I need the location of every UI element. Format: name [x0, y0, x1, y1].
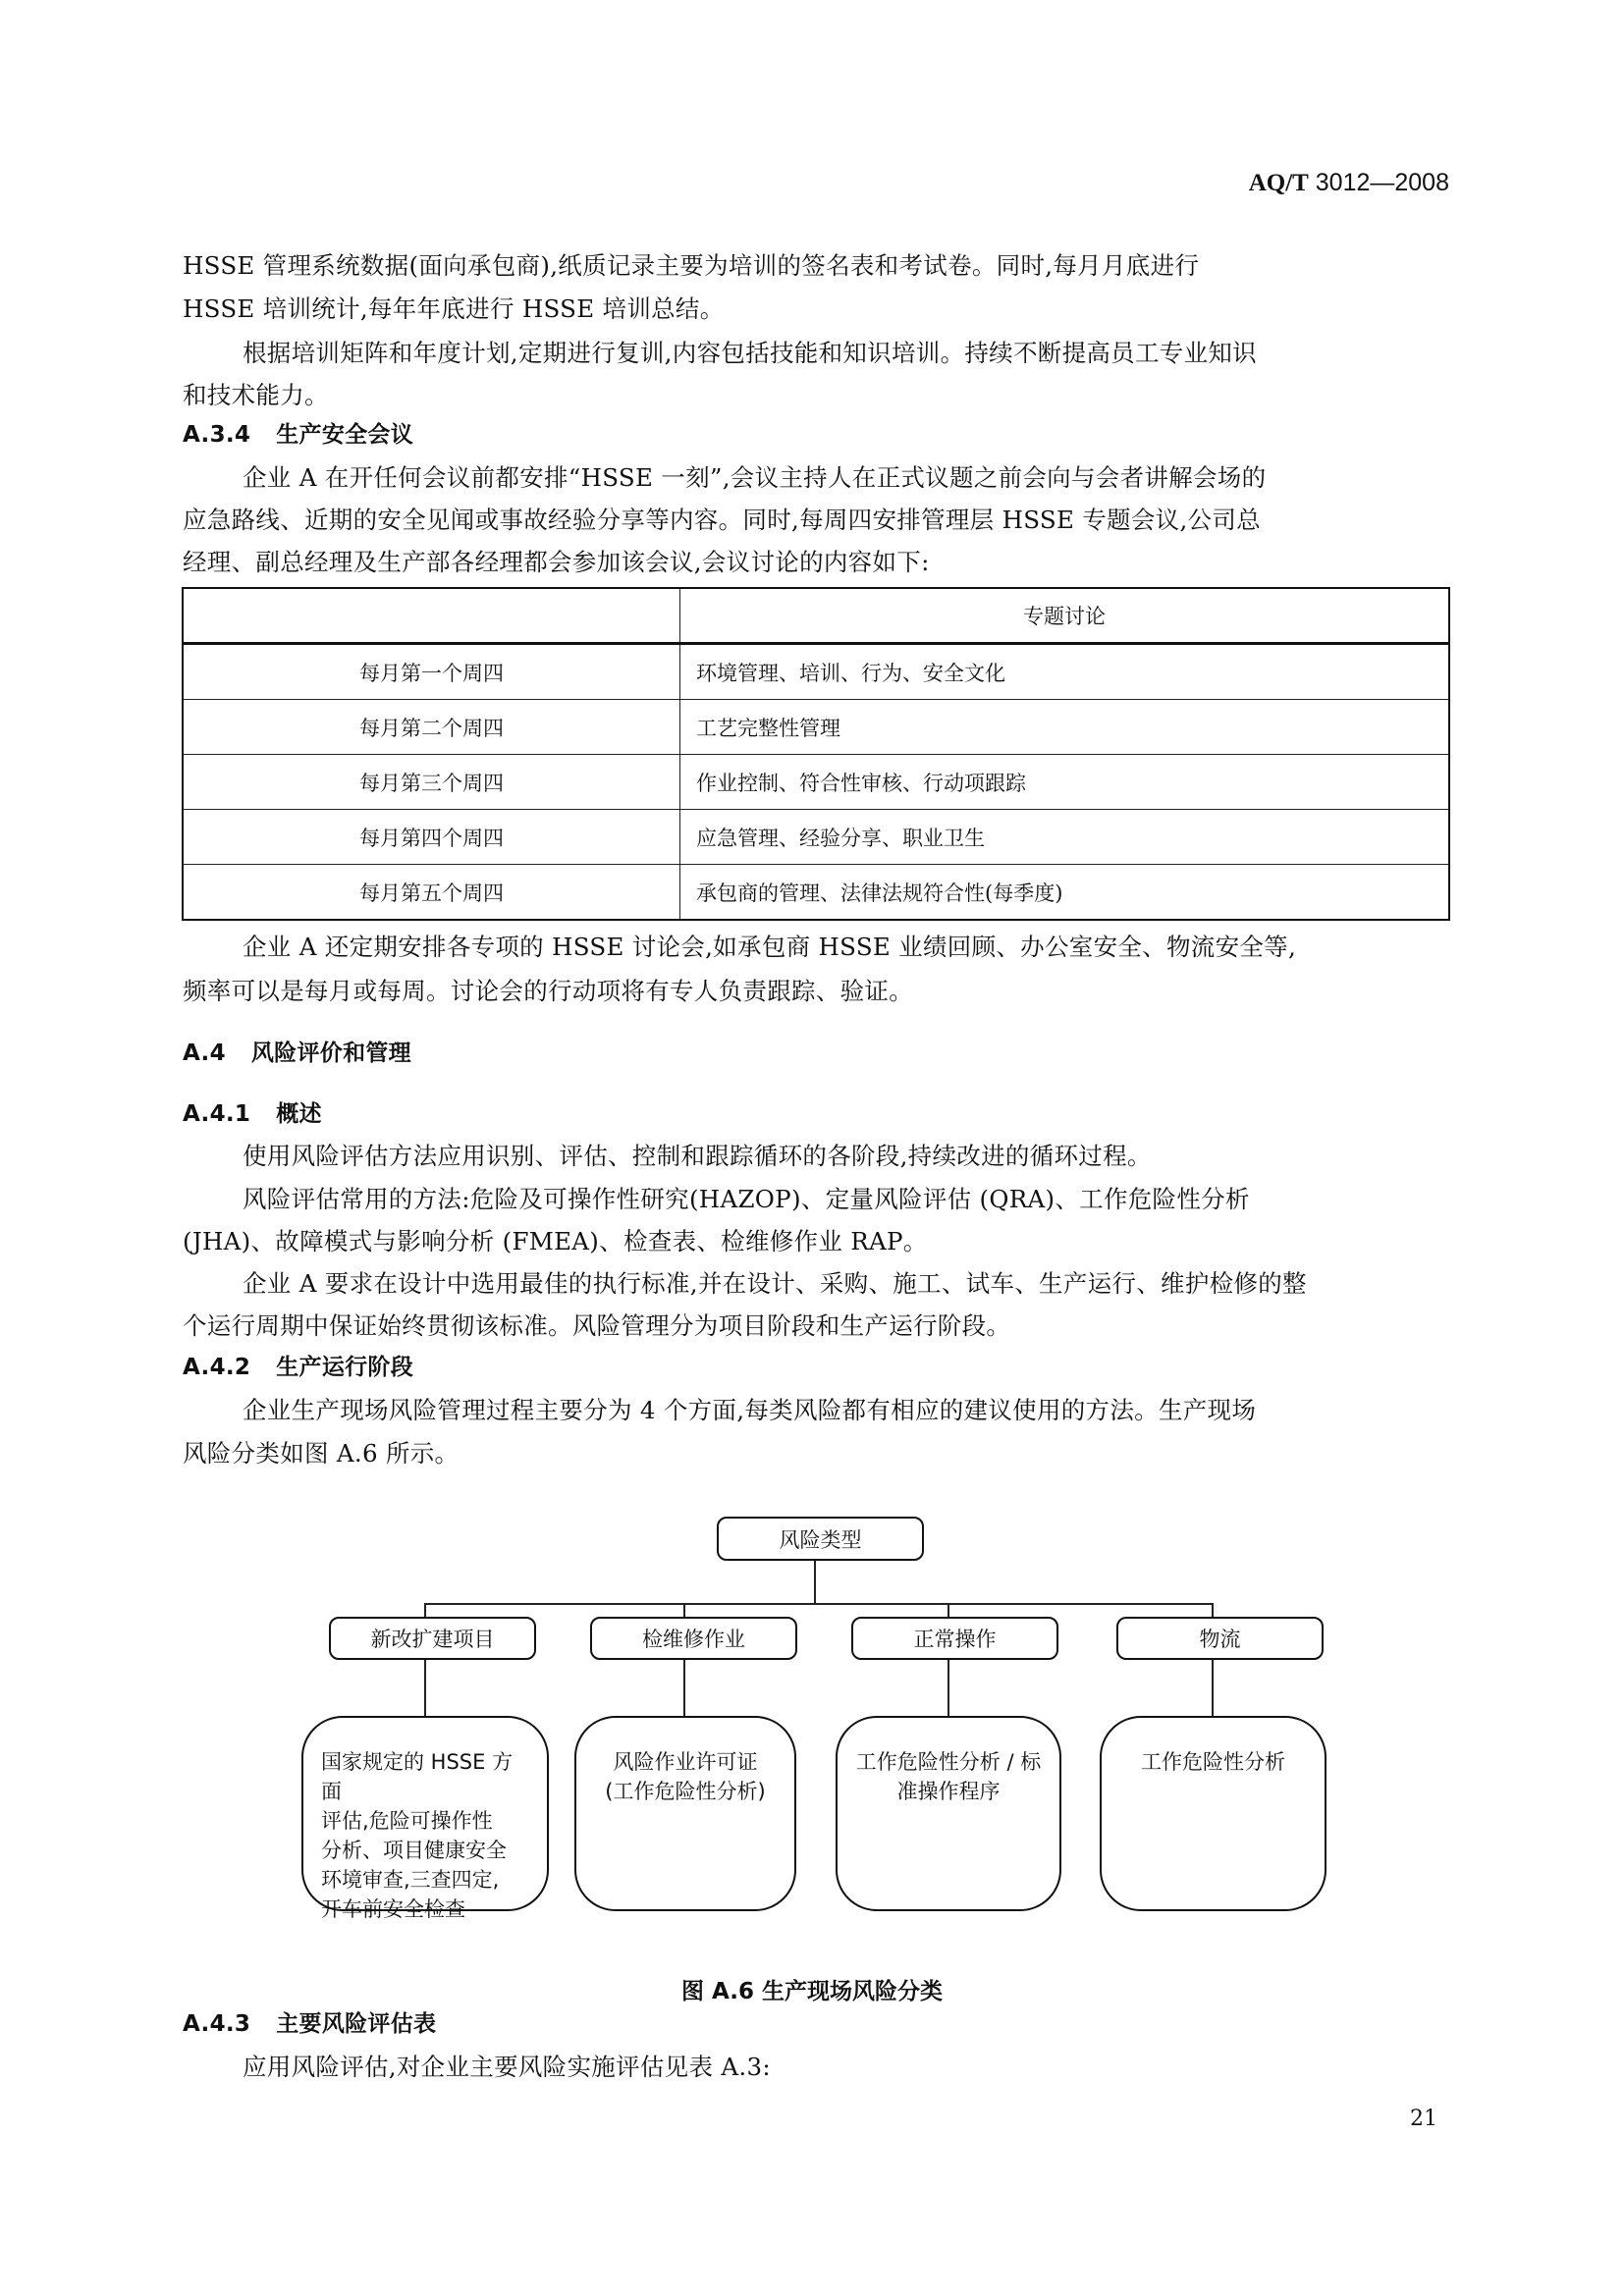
section-heading-a4: [183, 1039, 1451, 1068]
section-number: A.4: [183, 1041, 226, 1066]
table-row: [183, 644, 1449, 700]
paragraph-line: (JHA)、故障模式与影响分析 (FMEA)、检查表、检维修作业 RAP。: [183, 1227, 928, 1255]
table-row: [183, 700, 1449, 755]
table-row: [183, 755, 1449, 810]
table-header-cell: 专题讨论: [680, 588, 1450, 644]
section-title: 生产安全会议: [276, 422, 414, 448]
method-text-line: 分析、项目健康安全: [321, 1839, 507, 1862]
method-text-line: 环境审查,三查四定,: [321, 1868, 500, 1892]
section-number: A.4.2: [183, 1355, 251, 1380]
diagram-method-node: [574, 1716, 796, 1911]
method-text-line: 工作危险性分析: [1141, 1750, 1285, 1774]
connector-line: [424, 1660, 426, 1717]
document-code: [1249, 169, 1449, 197]
table-cell-week: 每月第五个周四: [183, 865, 680, 921]
paragraph-line: 个运行周期中保证始终贯彻该标准。风险管理分为项目阶段和生产运行阶段。: [183, 1311, 1011, 1340]
figure-caption: 图 A.6 生产现场风险分类: [681, 1979, 943, 2004]
table-cell-week: 每月第四个周四: [183, 810, 680, 865]
connector-line: [947, 1660, 949, 1717]
paragraph-line: 企业 A 在开任何会议前都安排“HSSE 一刻”,会议主持人在正式议题之前会向与会者讲解会场的: [243, 463, 1267, 492]
connector-line: [683, 1660, 685, 1717]
connector-line: [424, 1603, 426, 1618]
section-number: A.3.4: [183, 422, 251, 448]
diagram-category-node: 检维修作业: [590, 1617, 797, 1660]
table-cell-topic: 作业控制、符合性审核、行动项跟踪: [680, 755, 1450, 810]
method-text-line: 工作危险性分析 / 标: [855, 1750, 1042, 1774]
paragraph-line: 企业 A 还定期安排各专项的 HSSE 讨论会,如承包商 HSSE 业绩回顾、办公室安全、物流安全等,: [243, 933, 1297, 961]
table-cell-topic: 环境管理、培训、行为、安全文化: [680, 644, 1450, 700]
connector-line: [1212, 1603, 1214, 1618]
method-text-line: 风险作业许可证: [613, 1750, 758, 1774]
connector-line: [947, 1603, 949, 1618]
diagram-method-node: [836, 1716, 1061, 1911]
paragraph-line: 企业生产现场风险管理过程主要分为 4 个方面,每类风险都有相应的建议使用的方法。生产现场: [243, 1396, 1257, 1424]
section-title: 主要风险评估表: [276, 2011, 437, 2037]
connector-line: [814, 1561, 816, 1604]
diagram-category-node: 物流: [1116, 1617, 1324, 1660]
table-cell-topic: 应急管理、经验分享、职业卫生: [680, 810, 1450, 865]
table-row: [183, 810, 1449, 865]
section-title: 概述: [276, 1101, 322, 1127]
paragraph-line: 使用风险评估方法应用识别、评估、控制和跟踪循环的各阶段,持续改进的循环过程。: [243, 1142, 1152, 1170]
paragraph-line: 风险分类如图 A.6 所示。: [183, 1439, 460, 1468]
paragraph-line: 应急路线、近期的安全见闻或事故经验分享等内容。同时,每周四安排管理层 HSSE 专题会议,公司总: [183, 506, 1261, 534]
method-text-line: 评估,危险可操作性: [321, 1809, 493, 1833]
method-text-line: 准操作程序: [896, 1780, 1001, 1803]
section-heading-a43: [183, 2009, 1451, 2039]
paragraph-line: 根据培训矩阵和年度计划,定期进行复训,内容包括技能和知识培训。持续不断提高员工专业知识: [243, 339, 1257, 367]
section-heading-a34: [183, 420, 1451, 450]
meeting-schedule-table: [182, 587, 1450, 921]
paragraph-line: 频率可以是每月或每周。讨论会的行动项将有专人负责跟踪、验证。: [183, 977, 913, 1005]
section-number: A.4.3: [183, 2011, 251, 2037]
method-text-line: (工作危险性分析): [605, 1780, 766, 1803]
document-code-prefix: AQ/T: [1248, 170, 1309, 196]
diagram-method-node: [1100, 1716, 1326, 1911]
document-code-number: 3012—2008: [1308, 169, 1449, 196]
diagram-method-node: [301, 1716, 549, 1921]
table-cell-topic: 承包商的管理、法律法规符合性(每季度): [680, 865, 1450, 921]
connector-line: [1212, 1660, 1214, 1717]
section-title: 风险评价和管理: [250, 1041, 411, 1066]
paragraph-line: 应用风险评估,对企业主要风险实施评估见表 A.3:: [243, 2053, 771, 2081]
table-cell-topic: 工艺完整性管理: [680, 700, 1450, 755]
diagram-root-node: 风险类型: [717, 1517, 924, 1561]
page-number: 21: [1410, 2107, 1437, 2131]
table-row: [183, 865, 1449, 921]
connector-line: [425, 1603, 1214, 1605]
table-header-cell: [183, 588, 680, 644]
connector-line: [683, 1603, 685, 1618]
table-cell-week: 每月第三个周四: [183, 755, 680, 810]
paragraph-line: 企业 A 要求在设计中选用最佳的执行标准,并在设计、采购、施工、试车、生产运行、维护检修的整: [243, 1269, 1307, 1298]
paragraph-line: HSSE 管理系统数据(面向承包商),纸质记录主要为培训的签名表和考试卷。同时,每月月底进行: [183, 251, 1200, 280]
paragraph-line: 风险评估常用的方法:危险及可操作性研究(HAZOP)、定量风险评估 (QRA)、工作危险性分析: [243, 1185, 1250, 1213]
paragraph-line: 和技术能力。: [183, 381, 329, 409]
paragraph-line: 经理、副总经理及生产部各经理都会参加该会议,会议讨论的内容如下:: [183, 548, 930, 576]
section-heading-a41: [183, 1099, 1451, 1129]
section-heading-a42: [183, 1353, 1451, 1382]
paragraph-line: HSSE 培训统计,每年年底进行 HSSE 培训总结。: [183, 294, 725, 323]
section-title: 生产运行阶段: [276, 1355, 414, 1380]
table-header-row: [183, 588, 1449, 644]
table-cell-week: 每月第一个周四: [183, 644, 680, 700]
method-text-line: 国家规定的 HSSE 方面: [321, 1750, 514, 1803]
section-number: A.4.1: [183, 1101, 251, 1127]
table-cell-week: 每月第二个周四: [183, 700, 680, 755]
diagram-category-node: 新改扩建项目: [329, 1617, 536, 1660]
method-text-line: 开车前安全检查: [321, 1897, 465, 1921]
diagram-category-node: 正常操作: [851, 1617, 1058, 1660]
